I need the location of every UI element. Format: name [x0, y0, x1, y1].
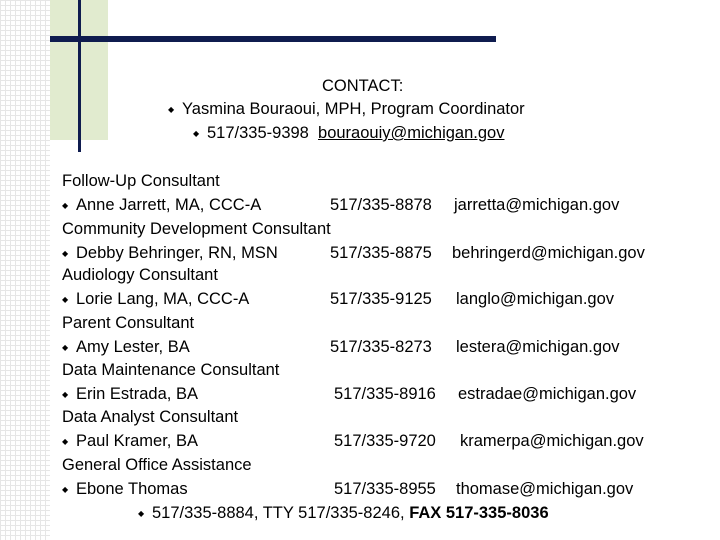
staff-phone: 517/335-9125: [330, 290, 432, 308]
staff-email-link[interactable]: estradae@michigan.gov: [458, 385, 637, 403]
contact-heading: CONTACT:: [322, 77, 404, 95]
bullet-icon: ◆: [62, 295, 69, 304]
coordinator-name: Yasmina Bouraoui, MPH, Program Coordinator: [182, 100, 525, 118]
coordinator-line: [168, 99, 525, 122]
staff-email-link[interactable]: jarretta@michigan.gov: [454, 196, 620, 214]
staff-email-link[interactable]: langlo@michigan.gov: [456, 290, 615, 308]
staff-phone: 517/335-8916: [334, 385, 436, 403]
bullet-icon: ◆: [62, 437, 69, 446]
staff-title: General Office Assistance: [62, 456, 252, 474]
staff-title: Follow-Up Consultant: [62, 172, 220, 190]
staff-phone: 517/335-8955: [334, 480, 436, 498]
coordinator-contact-line: [193, 123, 504, 146]
staff-name: Lorie Lang, MA, CCC-A: [76, 290, 250, 308]
staff-email-link[interactable]: behringerd@michigan.gov: [452, 244, 645, 262]
staff-phone: 517/335-9720: [334, 432, 436, 450]
staff-title: Parent Consultant: [62, 314, 195, 332]
staff-name: Amy Lester, BA: [76, 338, 190, 356]
staff-entry: [62, 243, 278, 266]
staff-title: Community Development Consultant: [62, 220, 331, 238]
staff-email-link[interactable]: thomase@michigan.gov: [456, 480, 634, 498]
bullet-icon: ◆: [62, 390, 69, 399]
header-rule: [50, 36, 496, 42]
staff-entry: [62, 431, 198, 454]
bullet-icon: ◆: [62, 343, 69, 352]
staff-name: Paul Kramer, BA: [76, 432, 198, 450]
staff-name: Debby Behringer, RN, MSN: [76, 244, 278, 262]
coordinator-phone: 517/335-9398: [207, 124, 309, 142]
staff-phone: 517/335-8273: [330, 338, 432, 356]
bullet-icon: ◆: [193, 129, 200, 138]
bullet-icon: ◆: [62, 485, 69, 494]
bullet-icon: ◆: [138, 509, 145, 518]
staff-title: Data Maintenance Consultant: [62, 361, 280, 379]
staff-email-link[interactable]: lestera@michigan.gov: [456, 338, 620, 356]
staff-entry: [62, 479, 188, 502]
vertical-rule: [78, 0, 81, 152]
staff-entry: [62, 384, 198, 407]
footer-line: [138, 503, 549, 526]
staff-entry: [62, 289, 249, 312]
coordinator-email-link[interactable]: bouraouiy@michigan.gov: [318, 124, 505, 142]
staff-title: Audiology Consultant: [62, 266, 218, 284]
bullet-icon: ◆: [62, 249, 69, 258]
staff-name: Erin Estrada, BA: [76, 385, 198, 403]
staff-phone: 517/335-8875: [330, 244, 432, 262]
bullet-icon: ◆: [62, 201, 69, 210]
office-phones: 517/335-8884, TTY 517/335-8246,: [152, 504, 405, 522]
staff-email-link[interactable]: kramerpa@michigan.gov: [460, 432, 644, 450]
staff-name: Anne Jarrett, MA, CCC-A: [76, 196, 262, 214]
staff-phone: 517/335-8878: [330, 196, 432, 214]
fax-number: FAX 517-335-8036: [409, 504, 549, 522]
bullet-icon: ◆: [168, 105, 175, 114]
decorative-grid-strip: [0, 0, 50, 540]
staff-entry: [62, 337, 190, 360]
staff-title: Data Analyst Consultant: [62, 408, 239, 426]
staff-name: Ebone Thomas: [76, 480, 188, 498]
staff-entry: [62, 195, 261, 218]
